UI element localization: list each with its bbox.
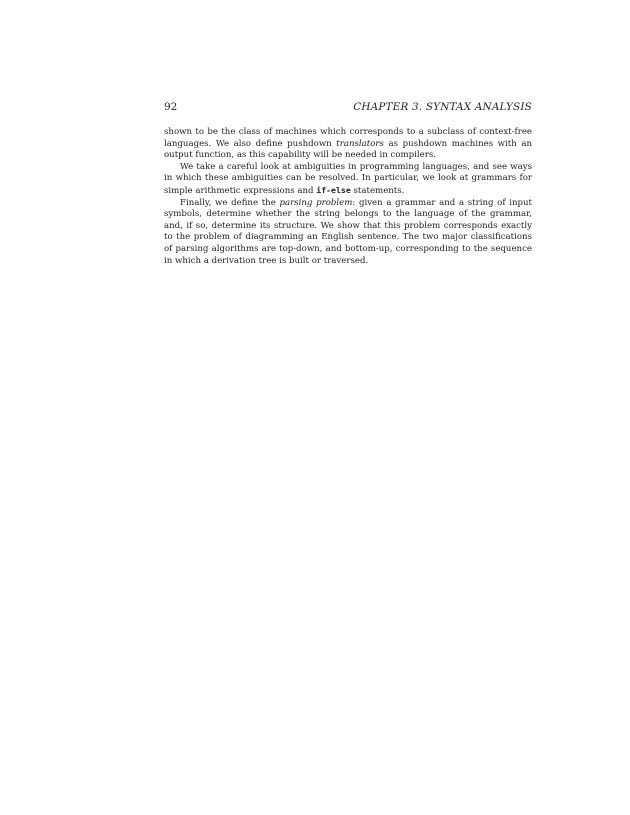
paragraph-3-emphasis: parsing problem: [279, 197, 353, 208]
paragraph-1-text-2: as pushdown machines with an output function, as this capability will be needed in compilers.: [164, 138, 532, 161]
paragraph-3-text-2: : given a grammar and a string of input symbols, determine whether the string belongs to the language of the grammar, and, if so, determine its structure. We show that this problem corresponds exactly to the problem of diagramming an English sentence. The two major classifications of parsing algorithms are top-down, and bottom-up, corresponding to the sequence in which a derivation tree is built or traversed.: [164, 197, 532, 266]
paragraph-2-text-1: We take a careful look at ambiguities in programming languages, and see ways in which these ambiguities can be resolved. In particular, we look at grammars for simple arithmetic expressions and: [164, 161, 532, 196]
paragraph-2-text-2: statements.: [350, 185, 405, 196]
paragraph-3: [164, 198, 532, 268]
body-text: [164, 127, 532, 267]
paragraph-1-text-1: shown to be the class of machines which corresponds to a subclass of context-free languages. We also define pushdown: [164, 127, 532, 149]
page-number: 92: [164, 101, 178, 113]
paragraph-2-code: if-else: [316, 184, 351, 195]
paragraph-1-emphasis: translators: [336, 138, 384, 149]
running-header: [164, 100, 532, 114]
paragraph-3-text-1: Finally, we define the: [180, 197, 280, 208]
paragraph-2: [164, 162, 532, 198]
paragraph-1: [164, 127, 532, 162]
chapter-title: CHAPTER 3. SYNTAX ANALYSIS: [353, 101, 532, 113]
